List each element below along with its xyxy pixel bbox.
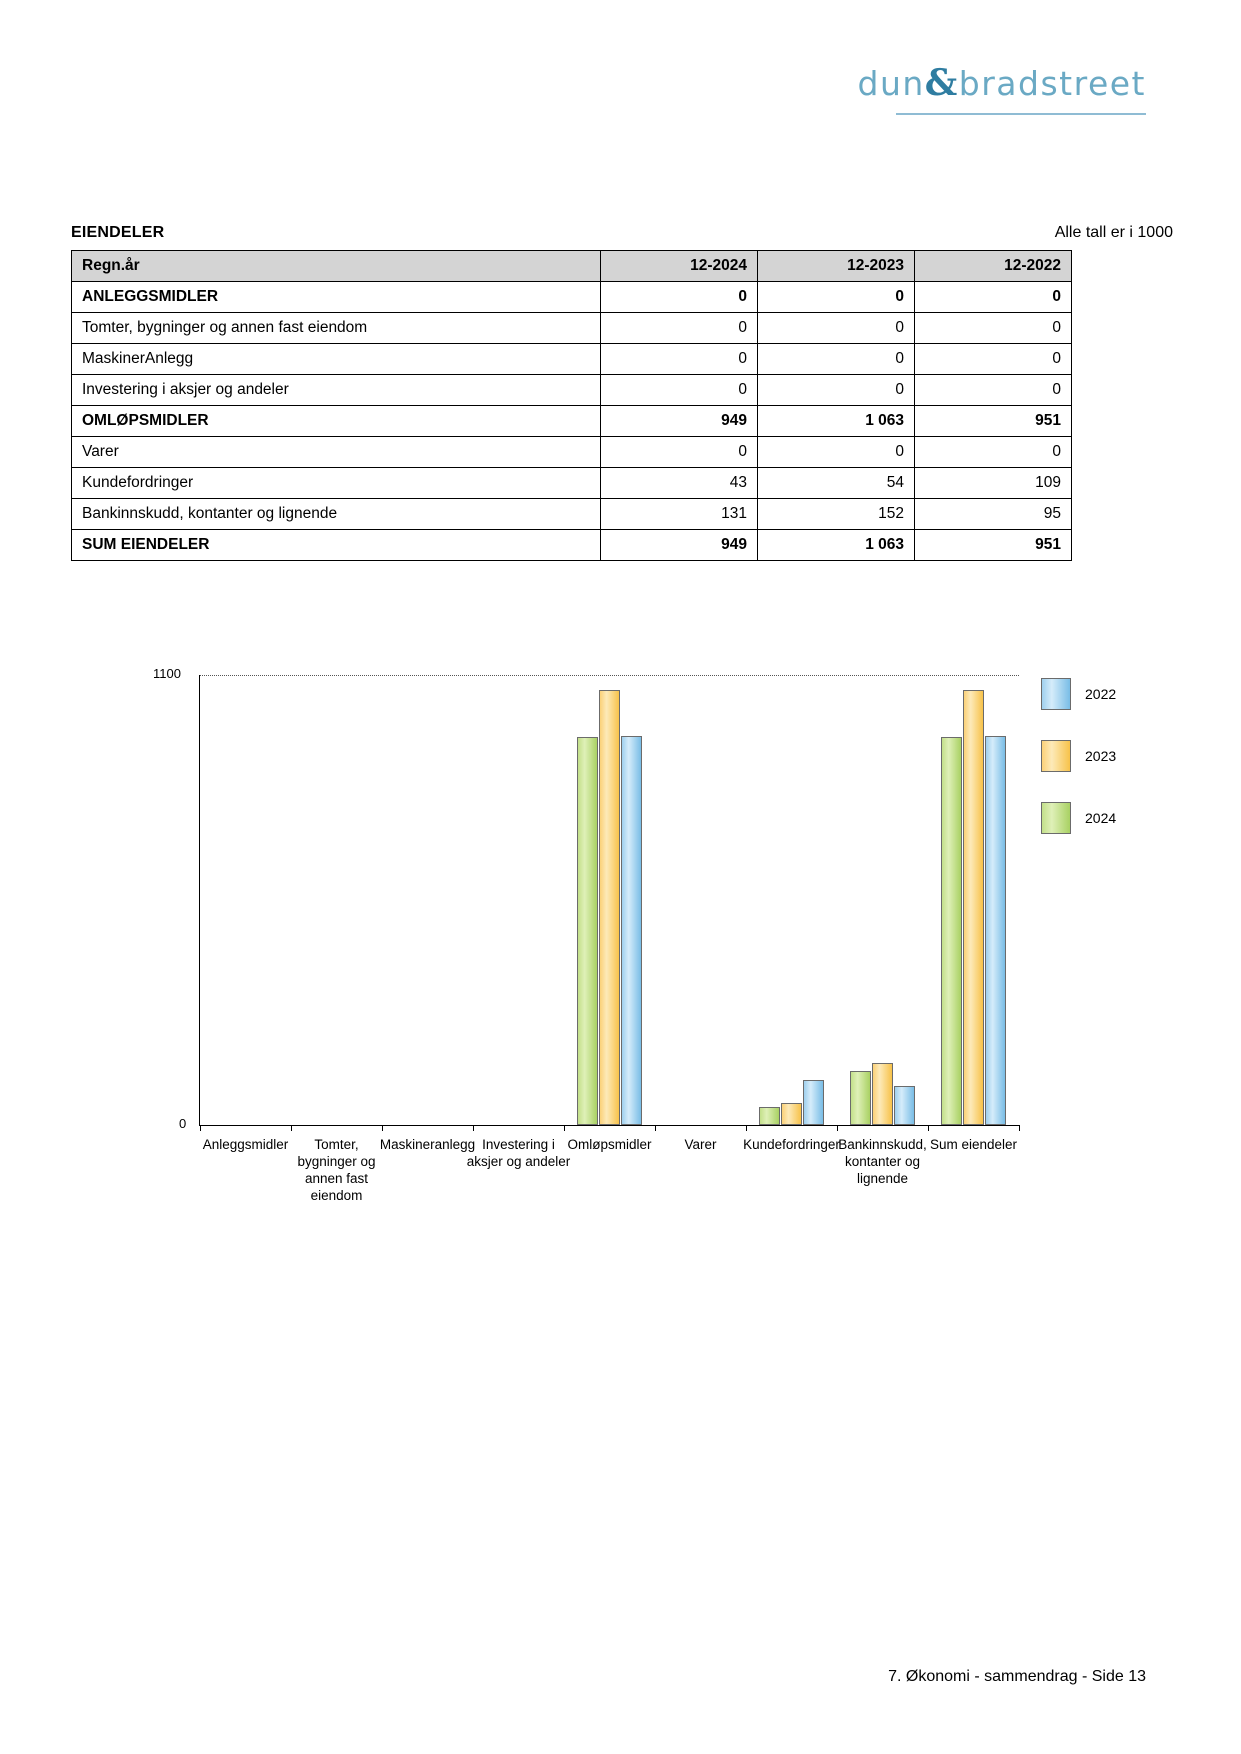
dun-bradstreet-logo	[858, 62, 1147, 104]
chart-bar-group	[564, 675, 655, 1125]
eiendeler-table	[71, 250, 1072, 561]
row-value-2024: 0	[601, 313, 758, 344]
chart-bar-2022	[803, 1080, 824, 1125]
row-value-2024: 0	[601, 375, 758, 406]
chart-axis-tick	[564, 1125, 565, 1131]
chart-axis-tick	[928, 1125, 929, 1131]
row-value-2023: 0	[758, 282, 915, 313]
chart-axis-tick	[200, 1125, 201, 1131]
legend-label-2022: 2022	[1085, 686, 1117, 702]
section-header	[71, 224, 1173, 242]
chart-axis-tick	[837, 1125, 838, 1131]
chart-category-label: Tomter, bygninger og annen fast eiendom	[297, 1137, 376, 1203]
chart-category-label: Maskineranlegg	[379, 1137, 476, 1152]
table-row	[72, 499, 1072, 530]
chart-category-label: Bankinnskudd, kontanter og lignende	[838, 1137, 927, 1186]
logo-text-dun: dun	[857, 64, 925, 103]
chart-category-label: Varer	[684, 1137, 717, 1152]
logo-ampersand-icon: &	[924, 62, 959, 104]
chart-bar-group	[746, 675, 837, 1125]
y-axis-max-label: 1100	[153, 666, 181, 681]
legend-label-2024: 2024	[1085, 810, 1117, 826]
row-label: MaskinerAnlegg	[72, 344, 601, 375]
page-title: EIENDELER	[71, 224, 165, 241]
table-row	[72, 406, 1072, 437]
chart-axis-tick	[473, 1125, 474, 1131]
row-label: Kundefordringer	[72, 468, 601, 499]
row-value-2024: 43	[601, 468, 758, 499]
row-value-2023: 0	[758, 375, 915, 406]
row-value-2023: 1 063	[758, 530, 915, 561]
row-label: OMLØPSMIDLER	[72, 406, 601, 437]
page-footer: 7. Økonomi - sammendrag - Side 13	[888, 1668, 1146, 1685]
chart-bar-2023	[872, 1063, 893, 1125]
chart-bar-2024	[577, 737, 598, 1125]
table-row	[72, 375, 1072, 406]
legend-item-2024	[1041, 802, 1116, 834]
table-header-row	[72, 251, 1072, 282]
table-row	[72, 437, 1072, 468]
row-value-2022: 0	[915, 282, 1072, 313]
chart-axis-tick	[1019, 1125, 1020, 1131]
row-label: Bankinnskudd, kontanter og lignende	[72, 499, 601, 530]
chart-bar-group	[382, 675, 473, 1125]
chart-bar-2023	[963, 690, 984, 1125]
row-value-2023: 152	[758, 499, 915, 530]
chart-bar-group	[473, 675, 564, 1125]
legend-item-2023	[1041, 740, 1116, 772]
row-value-2022: 95	[915, 499, 1072, 530]
chart-category-label: Anleggsmidler	[202, 1137, 289, 1152]
chart-bar-group	[200, 675, 291, 1125]
chart-bar-2024	[941, 737, 962, 1125]
table-row	[72, 530, 1072, 561]
units-note: Alle tall er i 1000	[1054, 224, 1173, 241]
row-value-2024: 131	[601, 499, 758, 530]
row-value-2022: 0	[915, 375, 1072, 406]
chart-bar-group	[928, 675, 1019, 1125]
column-header-2022: 12-2022	[915, 251, 1072, 282]
row-value-2024: 0	[601, 282, 758, 313]
column-header-2024: 12-2024	[601, 251, 758, 282]
chart-axis-tick	[291, 1125, 292, 1131]
row-value-2023: 0	[758, 344, 915, 375]
chart-bars-layer	[200, 675, 1019, 1125]
row-value-2023: 1 063	[758, 406, 915, 437]
table-row	[72, 468, 1072, 499]
chart-bar-2024	[850, 1071, 871, 1125]
row-label: Tomter, bygninger og annen fast eiendom	[72, 313, 601, 344]
chart-category-label: Omløpsmidler	[567, 1137, 652, 1152]
chart-category-label: Kundefordringer	[743, 1137, 840, 1152]
row-value-2024: 0	[601, 437, 758, 468]
logo-text-bradstreet: bradstreet	[958, 64, 1146, 103]
legend-swatch-2022-icon	[1041, 678, 1071, 710]
row-value-2022: 0	[915, 437, 1072, 468]
row-value-2024: 949	[601, 530, 758, 561]
row-label: ANLEGGSMIDLER	[72, 282, 601, 313]
chart-bar-group	[837, 675, 928, 1125]
y-axis-min-label: 0	[179, 1116, 187, 1131]
column-header-2023: 12-2023	[758, 251, 915, 282]
legend-label-2023: 2023	[1085, 748, 1117, 764]
row-value-2023: 54	[758, 468, 915, 499]
row-value-2022: 951	[915, 406, 1072, 437]
row-value-2022: 109	[915, 468, 1072, 499]
table-row	[72, 313, 1072, 344]
chart-axis-tick	[746, 1125, 747, 1131]
row-label: SUM EIENDELER	[72, 530, 601, 561]
row-value-2024: 949	[601, 406, 758, 437]
chart-bar-group	[655, 675, 746, 1125]
logo-underline-divider	[896, 113, 1146, 115]
chart-category-label: Sum eiendeler	[929, 1137, 1018, 1152]
legend-item-2022	[1041, 678, 1116, 710]
chart-bar-2022	[894, 1086, 915, 1125]
column-header-label: Regn.år	[72, 251, 601, 282]
table-row	[72, 282, 1072, 313]
row-value-2023: 0	[758, 313, 915, 344]
chart-bar-2023	[599, 690, 620, 1125]
legend-swatch-2023-icon	[1041, 740, 1071, 772]
chart-legend	[1041, 678, 1116, 864]
row-value-2022: 951	[915, 530, 1072, 561]
chart-bar-2022	[621, 736, 642, 1125]
row-label: Investering i aksjer og andeler	[72, 375, 601, 406]
chart-bar-group	[291, 675, 382, 1125]
chart-bar-2024	[759, 1107, 780, 1125]
chart-axis-tick	[382, 1125, 383, 1131]
table-row	[72, 344, 1072, 375]
row-value-2024: 0	[601, 344, 758, 375]
row-value-2022: 0	[915, 313, 1072, 344]
chart-bar-2023	[781, 1103, 802, 1125]
row-value-2023: 0	[758, 437, 915, 468]
eiendeler-bar-chart	[71, 650, 1171, 1210]
row-value-2022: 0	[915, 344, 1072, 375]
chart-bar-2022	[985, 736, 1006, 1125]
chart-category-label: Investering i aksjer og andeler	[466, 1137, 571, 1169]
legend-swatch-2024-icon	[1041, 802, 1071, 834]
chart-axis-tick	[655, 1125, 656, 1131]
row-label: Varer	[72, 437, 601, 468]
